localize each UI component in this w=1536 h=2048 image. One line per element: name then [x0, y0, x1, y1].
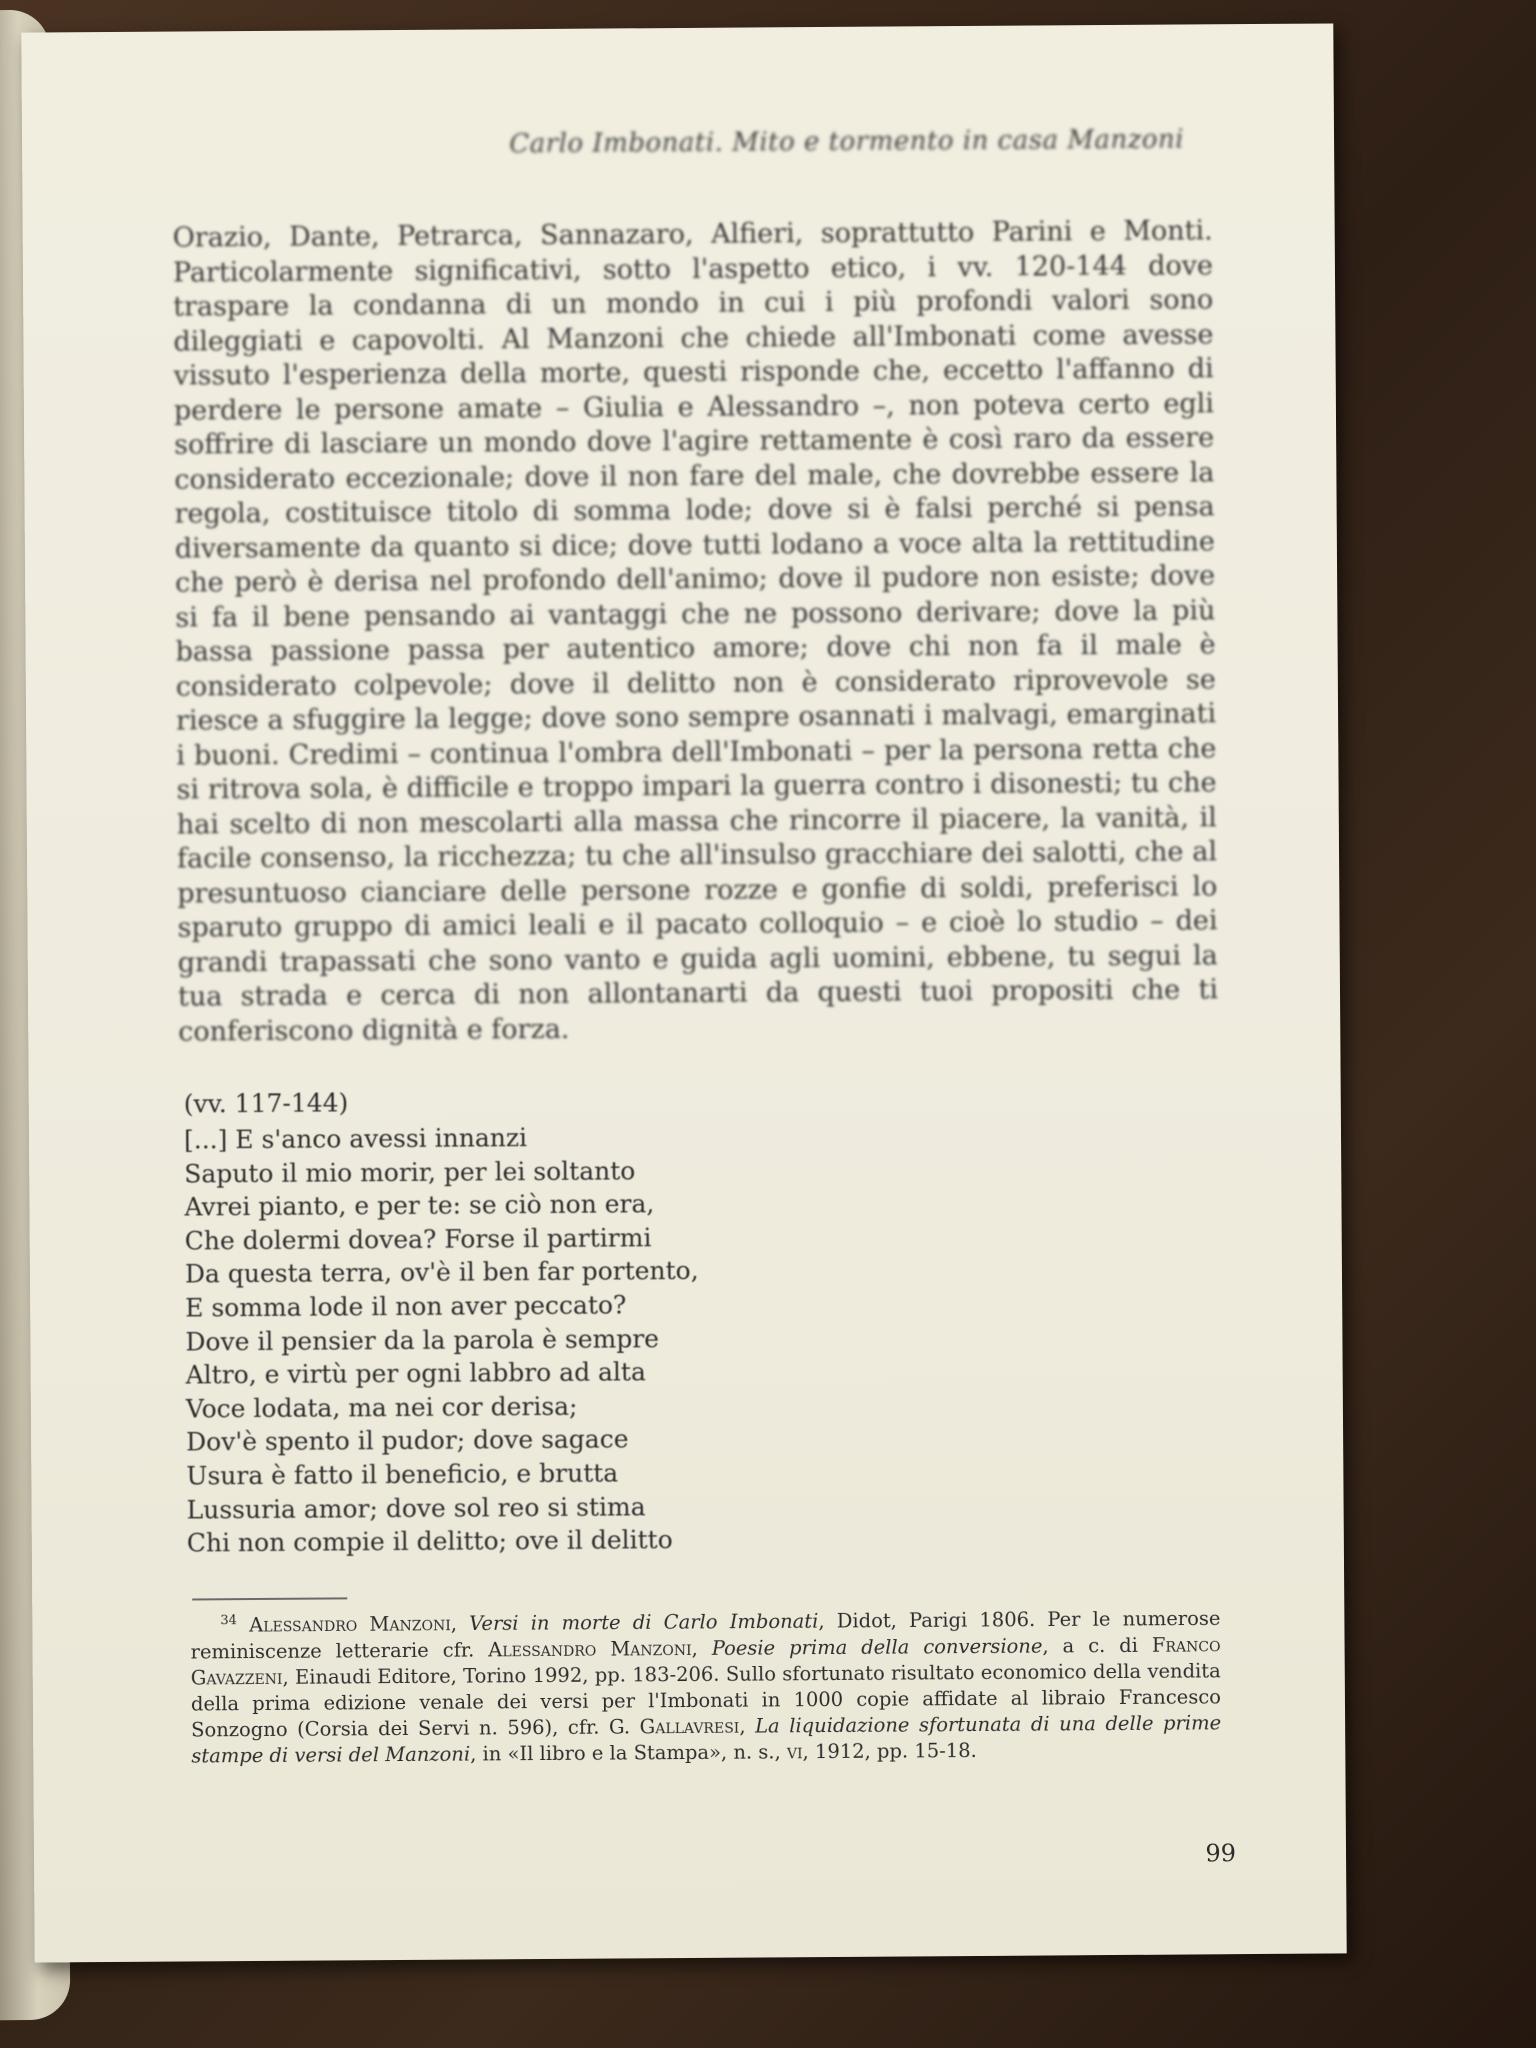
footnote-text: , 1912, pp. 15-18. — [802, 1738, 977, 1763]
verse-line: Da questa terra, ov'è il ben far portento, — [184, 1256, 699, 1289]
footnote-author: Gallavresi — [639, 1714, 740, 1738]
footnote-text: , Didot, Parigi 1806. Per le numerose reminiscenze letterarie cfr. — [190, 1606, 1221, 1663]
verse-line: Usura è fatto il beneficio, e brutta — [186, 1458, 619, 1491]
footnote-editor: Franco Gavazzeni — [190, 1632, 1221, 1689]
footnote-volume: vi — [786, 1739, 803, 1763]
running-head: Carlo Imbonati. Mito e tormento in casa Manzoni — [509, 124, 1185, 160]
verse-quotation — [184, 1120, 701, 1560]
verse-line: Dove il pensier da la parola è sempre — [185, 1323, 660, 1357]
footnote-text: , a c. di — [1042, 1633, 1153, 1658]
verse-line: Chi non compie il delitto; ove il delitto — [186, 1525, 673, 1558]
footnote-title: Poesie prima della conversione — [711, 1634, 1043, 1660]
footnote-title: La liquidazione sfortunata di una delle prime stampe di versi del Manzoni — [191, 1710, 1222, 1767]
verse-line: Dov'è spento il pudor; dove sagace — [186, 1424, 629, 1457]
verse-line: Avrei pianto, e per te: se ciò non era, — [184, 1189, 655, 1222]
footnote-text: , Einaudi Editore, Torino 1992, pp. 183-206. Sullo sfortunato risultato economico della vendita della prima edizione venale dei versi per l'Imbonati in 1000 copie affidate al libraio Francesco Sonzogno (Corsia dei Servi n. 596), cfr. G. — [190, 1658, 1222, 1741]
verse-reference: (vv. 117-144) — [183, 1088, 349, 1119]
verse-line: Saputo il mio morir, per lei soltanto — [184, 1155, 636, 1189]
verse-line: Lussuria amor; dove sol reo si stima — [186, 1491, 646, 1525]
verse-line: Altro, e virtù per ogni labbro ad alta — [185, 1357, 647, 1390]
verse-line: Che dolermi dovea? Forse il partirmi — [184, 1223, 652, 1256]
verse-line: [...] E s'anco avessi innanzi — [183, 1123, 528, 1155]
footnote-text: , in «Il libro e la Stampa», n. s., — [470, 1739, 788, 1766]
footnote-number: 34 — [220, 1613, 237, 1629]
footnote-author: Alessandro Manzoni — [249, 1612, 451, 1637]
verse-line: Voce lodata, ma nei cor derisa; — [185, 1391, 578, 1424]
footnote-divider — [192, 1597, 347, 1600]
footnote-title: Versi in morte di Carlo Imbonati — [469, 1609, 819, 1636]
book-page — [21, 23, 1346, 1962]
footnote: $^{34}$ Alessandro Manzoni, Versi in morte di Carlo Imbonati, Didot, Parigi 1806. Per le numerose reminiscenze letterarie cfr. Alessandro Manzoni, Poesie prima della conversione, a c. di Franco Gavazzeni, Einaudi Editore, Torino 1992, pp. 183-206. Sullo sfortunato risultato economico della vendita della prima edizione venale dei versi per l'Imbonati in 1000 copie affidate al libraio Francesco Sonzogno (Corsia dei Servi n. 596), cfr. G. Gallavresi, La liquidazione sfortunata di una delle prime stampe di versi del Manzoni, in «Il libro e la Stampa», n. s., vi, 1912, pp. 15-18. — [190, 1606, 1222, 1767]
verse-line: E somma lode il non aver peccato? — [185, 1290, 627, 1323]
footnote-author: Alessandro Manzoni — [488, 1636, 692, 1661]
body-paragraph: Orazio, Dante, Petrarca, Sannazaro, Alfieri, soprattutto Parini e Monti. Particolarmente significativi, sotto l'aspetto etico, i vv. 120-144 dove traspare la condanna di un mondo in cui i più profondi valori sono dileggiati e capovolti. Al Manzoni che chiede all'Imbonati come avesse vissuto l'esperienza della morte, questi risponde che, eccetto l'affanno di perdere le persone amate – Giulia e Alessandro –, non poteva certo egli soffrire di lasciare un mondo dove l'agire rettamente è così raro da essere considerato eccezionale; dove il non fare del male, che dovrebbe essere la regola, costituisce titolo di somma lode; dove si è falsi perché si pensa diversamente da quanto si dice; dove tutti lodano a voce alta la rettitudine che però è derisa nel profondo dell'animo; dove il pudore non esiste; dove si fa il bene pensando ai vantaggi che ne possono derivare; dove la più bassa passione passa per autentico amore; dove chi non fa il male è considerato colpevole; dove il delitto non è considerato riprovevole se riesce a sfuggire la legge; dove sono sempre osannati i malvagi, emarginati i buoni. Credimi – continua l'ombra dell'Imbonati – per la persona retta che si ritrova sola, è difficile e troppo impari la guerra contro i disonesti; tu che hai scelto di non mescolarti alla massa che rincorre il piacere, la vanità, il facile consenso, la ricchezza; tu che all'insulso gracchiare dei salotti, che al presuntuoso cianciare delle persone rozze e gonfie di soldi, preferisci lo sparuto gruppo di amici leali e il pacato colloquio – e cioè lo studio – dei grandi trapassati che sono vanto e guida agli uomini, ebbene, tu segui la tua strada e cerca di non allontanarti da questi tuoi propositi che ti conferiscono dignità e forza. — [172, 215, 1219, 1048]
page-number: 99 — [1205, 1839, 1237, 1868]
